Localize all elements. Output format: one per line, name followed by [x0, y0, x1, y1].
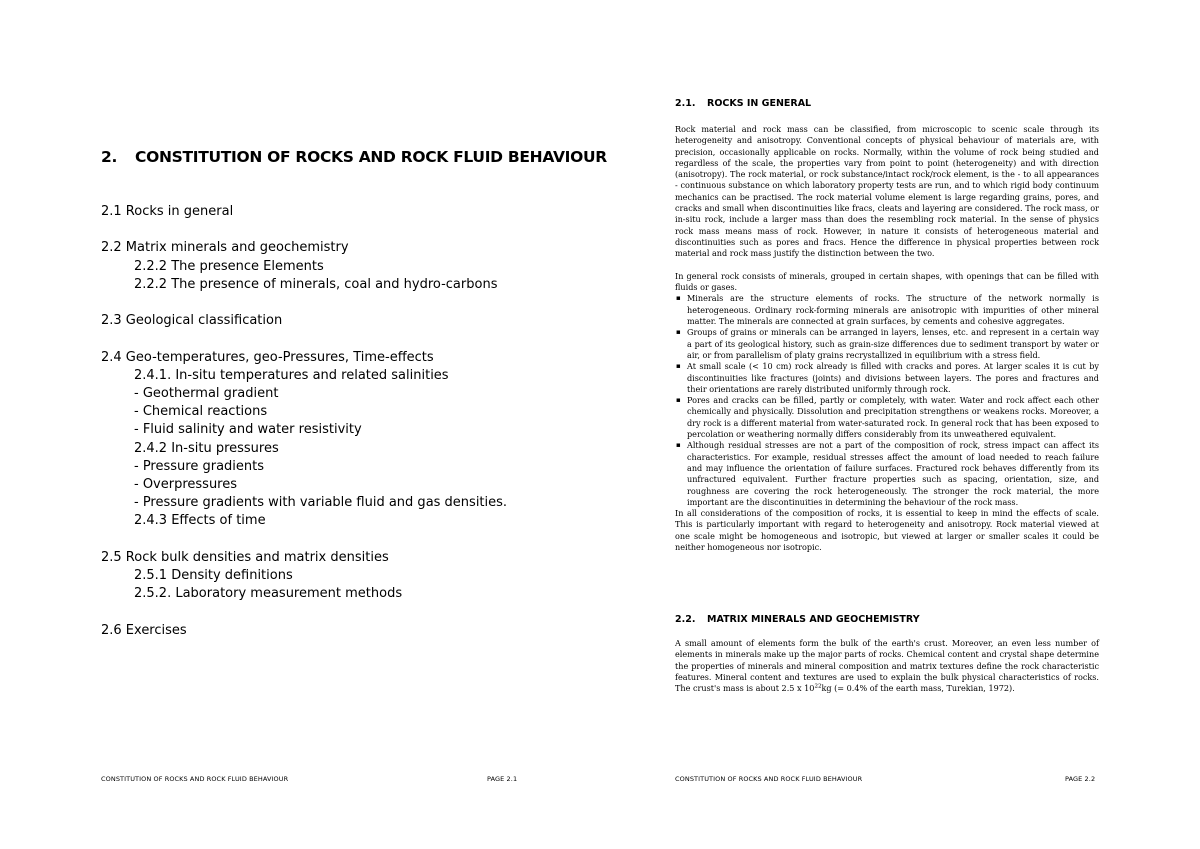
list-item — [675, 327, 1099, 361]
toc-spacer — [101, 603, 507, 621]
list-item — [675, 293, 1099, 327]
section-2-2-heading — [675, 614, 920, 625]
toc-subsection-entry: - Geothermal gradient — [134, 385, 279, 401]
list-item-text: Minerals are the structure elements of rocks. The structure of the network normally is heterogeneous. Ordinary rock-forming minerals are anisotropic with impurities of other mineral matter. The minerals are connected at grain surfaces, by cements and cohesive aggregates. — [687, 293, 1099, 327]
toc-spacer — [101, 221, 507, 239]
paragraph — [675, 638, 1099, 694]
list-item — [675, 440, 1099, 508]
left-footer-title: CONSTITUTION OF ROCKS AND ROCK FLUID BEHAVIOUR — [101, 775, 289, 783]
bullet-icon: ▪ — [676, 441, 681, 450]
toc-subsection-entry: - Pressure gradients — [134, 458, 264, 474]
list-item — [675, 361, 1099, 395]
toc-subsection-entry: 2.2.2 The presence of minerals, coal and hydro-carbons — [134, 276, 498, 292]
list-item-text: Groups of grains or minerals can be arranged in layers, lenses, etc. and represent in a certain way a part of its geological history, such as grain-size differences due to sediment transport by water or air, or from parallelism of platy grains recrystallized in equilibrium with a stress field. — [687, 327, 1099, 360]
toc-subsection-entry: 2.5.2. Laboratory measurement methods — [134, 586, 403, 602]
table-of-contents — [101, 203, 507, 640]
toc-section-entry: 2.6 Exercises — [101, 622, 187, 638]
paragraph: In general rock consists of minerals, grouped in certain shapes, with openings that can be filled with fluids or gases. — [675, 270, 1099, 293]
toc-section-entry: 2.5 Rock bulk densities and matrix densities — [101, 549, 389, 565]
section-2-1-heading — [675, 98, 811, 109]
toc-subsection-entry: 2.4.1. In-situ temperatures and related salinities — [134, 367, 449, 383]
paragraph: Rock material and rock mass can be classified, from microscopic to scenic scale through its heterogeneity and anisotropy. Conventional concepts of physical behaviour of materials are, with precision, occasionally applicable on rocks. Normally, within the volume of rock being studied and regardless of the scale, the properties vary from point to point (heterogeneity) and with direction (anisotropy). The rock material, or rock substance/intact rock/rock element, is the - to all appearances - continuous substance on which laboratory property tests are run, and to which rigid body continuum mechanics can be practised. The rock material volume element is large regarding grains, pores, and cracks and small when discontinuities like fracs, cleats and layering are considered. The rock mass, or in-situ rock, include a larger mass than does the resembling rock material. In the sense of physics rock mass means mass of rock. However, in nature it consists of heterogeneous material and discontinuities such as pores and fracs. Hence the difference in physical properties between rock material and rock mass justify the distinction between the two. — [675, 124, 1099, 259]
toc-spacer — [101, 330, 507, 348]
toc-section-entry: 2.3 Geological classification — [101, 313, 283, 329]
toc-subsection-entry: 2.4.2 In-situ pressures — [134, 440, 279, 456]
list-item-text: At small scale (< 10 cm) rock already is filled with cracks and pores. At larger scales it is cut by discontinuities like fractures (joints) and divisions between layers. The pores and fractures and their orientations are rarely distributed uniformly through rock. — [687, 361, 1099, 394]
toc-subsection-entry: - Pressure gradients with variable fluid and gas densities. — [134, 495, 508, 511]
list-item — [675, 395, 1099, 440]
list-item-text: Pores and cracks can be filled, partly or completely, with water. Water and rock affect each other chemically and physically. Dissolution and precipitation strengthens or weakens rocks. Moreover, a dry rock is a different material from water-saturated rock. In general rock that has been exposed to percolation or weathering normally differs considerably from its unweathered equivalent. — [687, 395, 1099, 440]
section-2-1-body — [675, 124, 1099, 553]
paragraph: In all considerations of the composition of rocks, it is essential to keep in mind the effects of scale. This is particularly important with regard to heterogeneity and anisotropy. Rock material viewed at one scale might be homogeneous and isotropic, but viewed at larger or smaller scales it could be neither homogeneous nor isotropic. — [675, 508, 1099, 552]
right-page — [600, 0, 1200, 849]
bullet-list — [675, 293, 1099, 508]
toc-section-entry: 2.2 Matrix minerals and geochemistry — [101, 240, 349, 256]
section-2-1-title: ROCKS IN GENERAL — [707, 98, 812, 109]
toc-subsection-entry: 2.5.1 Density definitions — [134, 568, 293, 583]
section-2-2-number: 2.2. — [675, 614, 696, 625]
bullet-icon: ▪ — [676, 294, 681, 303]
toc-subsection-entry: 2.4.3 Effects of time — [134, 513, 266, 529]
toc-section-entry: 2.1 Rocks in general — [101, 204, 234, 219]
bullet-icon: ▪ — [676, 328, 681, 337]
paragraph-tail: kg (= 0.4% of the earth mass, Turekian, 1972). — [821, 683, 1015, 694]
toc-subsection-entry: 2.2.2 The presence Elements — [134, 258, 324, 274]
right-footer-page: PAGE 2.2 — [1065, 775, 1096, 783]
chapter-title-text: CONSTITUTION OF ROCKS AND ROCK FLUID BEHAVIOUR — [135, 148, 607, 166]
chapter-number: 2. — [101, 148, 118, 166]
bullet-icon: ▪ — [676, 396, 681, 405]
section-2-1-number: 2.1. — [675, 98, 696, 109]
exponent: 22 — [814, 683, 822, 690]
list-item-text: Although residual stresses are not a part of the composition of rock, stress impact can affect its characteristics. For example, residual stresses affect the amount of load needed to reach failure and may influence the orientation of failure surfaces. Fractured rock behaves differently from its unfractured equivalent. Further fracture properties such as spacing, orientation, size, and roughness are covering the rock heterogeneously. The stronger the rock material, the more important are the discontinuities in determining the behaviour of the rock mass. — [687, 440, 1099, 507]
section-2-2-body — [675, 638, 1099, 694]
paragraph-text: A small amount of elements form the bulk of the earth's crust. Moreover, an even less number of elements in minerals make up the major parts of rocks. Chemical content and crystal shape determine the properties of minerals and mineral composition and matrix textures define the rock characteristic features. Mineral content and textures are used to explain the bulk physical characteristics of rocks. The crust's mass is about 2.5 x 10 — [675, 638, 1099, 694]
toc-subsection-entry: - Chemical reactions — [134, 404, 268, 420]
right-footer-title: CONSTITUTION OF ROCKS AND ROCK FLUID BEHAVIOUR — [675, 775, 863, 783]
toc-section-entry: 2.4 Geo-temperatures, geo-Pressures, Time-effects — [101, 349, 434, 365]
toc-spacer — [101, 294, 507, 312]
toc-subsection-entry: - Overpressures — [134, 477, 238, 492]
chapter-title — [101, 148, 607, 166]
section-2-2-title: MATRIX MINERALS AND GEOCHEMISTRY — [707, 614, 920, 625]
left-footer-page: PAGE 2.1 — [487, 775, 518, 783]
toc-subsection-entry: - Fluid salinity and water resistivity — [134, 422, 362, 438]
bullet-icon: ▪ — [676, 362, 681, 371]
toc-spacer — [101, 531, 507, 549]
